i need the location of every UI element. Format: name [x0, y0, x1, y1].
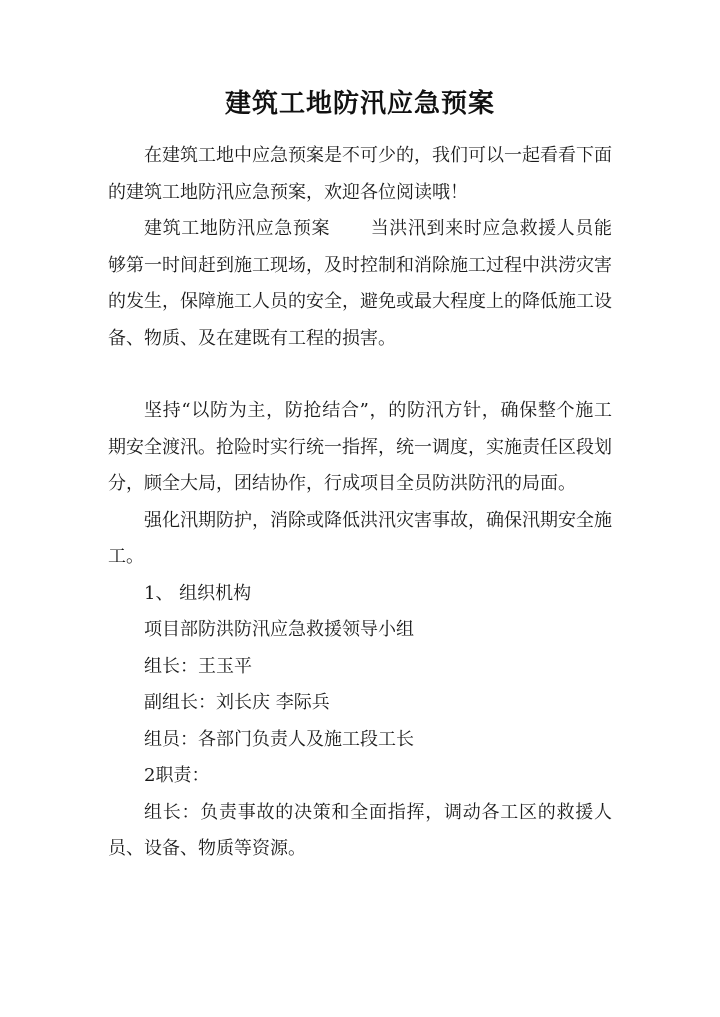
paragraph-gap [108, 357, 612, 393]
goal-paragraph: 强化汛期防护，消除或降低洪汛灾害事故，确保汛期安全施工。 [108, 509, 612, 567]
leader-line: 组长：王玉平 [144, 655, 252, 677]
deputy-line: 副组长：刘长庆 李际兵 [144, 692, 330, 713]
leader-duty-paragraph: 组长：负责事故的决策和全面指挥，调动各工区的救援人员、设备、物质等资源。 [108, 801, 612, 859]
section-heading-duties: 2职责： [144, 765, 210, 786]
purpose-lead: 建筑工地防汛应急预案 [144, 218, 331, 239]
document-page [108, 82, 612, 868]
principle-paragraph: 坚持“以防为主，防抢结合”，的防汛方针，确保整个施工期安全渡汛。抢险时实行统一指挥，统一调度，实施责任区段划分，顾全大局，团结协作，行成项目全员防洪防汛的局面。 [108, 400, 612, 494]
members-line: 组员：各部门负责人及施工段工长 [144, 728, 414, 750]
document-title: 建筑工地防汛应急预案 [224, 89, 495, 119]
intro-paragraph: 在建筑工地中应急预案是不可少的，我们可以一起看看下面的建筑工地防汛应急预案，欢迎各位阅读哦！ [108, 145, 612, 203]
purpose-text: 当洪汛到来时应急救援人员能够第一时间赶到施工现场，及时控制和消除施工过程中洪涝灾害的发生，保障施工人员的安全，避免或最大程度上的降低施工设备、物质、及在建既有工程的损害。 [108, 218, 613, 349]
section-heading-organization: 1、 组织机构 [144, 582, 252, 604]
group-name: 项目部防洪防汛应急救援领导小组 [144, 619, 414, 640]
purpose-paragraph [108, 211, 612, 357]
